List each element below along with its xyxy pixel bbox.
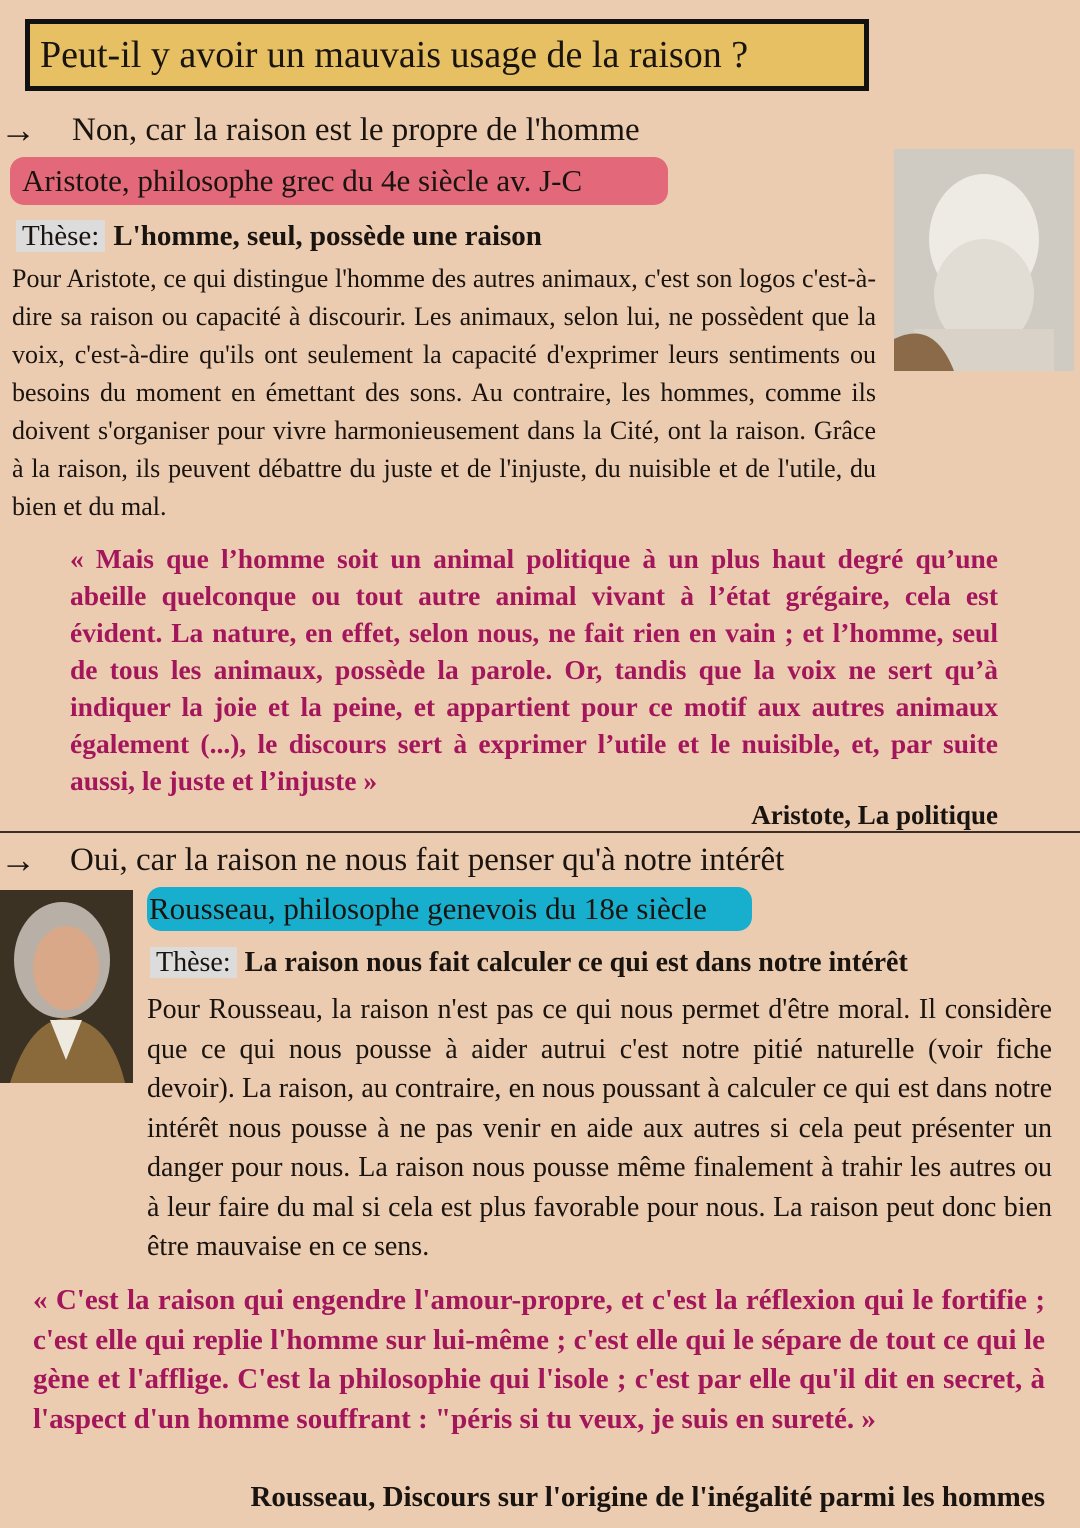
these-rousseau — [150, 943, 908, 983]
section2-heading: Oui, car la raison ne nous fait penser qu'à notre intérêt — [70, 842, 785, 878]
arrow-right-icon: → — [0, 840, 36, 880]
these-aristote — [16, 216, 542, 256]
aristote-source: Aristote, La politique — [751, 800, 998, 830]
arrow-right-icon: → — [0, 110, 36, 150]
these-label: Thèse: — [16, 220, 105, 252]
rousseau-quote: « C'est la raison qui engendre l'amour-propre, et c'est la réflexion qui le fortifie ; c'est elle qui replie l'homme sur lui-même ; c'est elle qui le sépare de tout ce qui le gène et l'afflige. C'est la philosophie qui l'isole ; c'est par elle qu'il dit en secret, à l'aspect d'un homme souffrant : "péris si tu veux, je suis en sureté. » — [33, 1284, 1045, 1435]
these-label: Thèse: — [150, 947, 237, 978]
rousseau-label: Rousseau, philosophe genevois du 18e siècle — [147, 887, 752, 931]
these-text: La raison nous fait calculer ce qui est dans notre intérêt — [244, 947, 908, 978]
these-text: L'homme, seul, possède une raison — [113, 220, 542, 252]
section-divider — [0, 831, 1080, 833]
rousseau-source: Rousseau, Discours sur l'origine de l'inégalité parmi les hommes — [250, 1481, 1045, 1513]
section1-heading: Non, car la raison est le propre de l'homme — [72, 112, 640, 148]
aristote-label: Aristote, philosophe grec du 4e siècle av. J-C — [10, 157, 668, 205]
page-title: Peut-il y avoir un mauvais usage de la raison ? — [25, 19, 869, 91]
rousseau-paragraph: Pour Rousseau, la raison n'est pas ce qui nous permet d'être moral. Il considère que ce qui nous pousse à aider autrui c'est notre pitié naturelle (voir fiche devoir). La raison, au contraire, en nous poussant à calculer ce qui est dans notre intérêt nous pousse à ne pas venir en aide aux autres si cela peut présenter un danger pour nous. La raison nous pousse même finalement à trahir les autres ou à leur faire du mal si cela est plus favorable pour nous. La raison peut donc bien être mauvaise en ce sens. — [147, 994, 1052, 1262]
rousseau-portrait-image — [0, 890, 133, 1083]
aristote-quote: « Mais que l’homme soit un animal politique à un plus haut degré qu’une abeille quelconque ou tout autre animal vivant à l’état grégaire, cela est évident. La nature, en effet, selon nous, ne fait rien en vain ; et l’homme, seul de tous les animaux, possède la parole. Or, tandis que la voix ne sert qu’à indiquer la joie et la peine, et appartient pour ce motif aux autres animaux également (...), le discours sert à exprimer l’utile et le nuisible, et, par suite aussi, le juste et l’injuste » — [70, 543, 998, 796]
aristote-bust-image — [894, 149, 1074, 371]
aristote-paragraph: Pour Aristote, ce qui distingue l'homme des autres animaux, c'est son logos c'est-à-dire sa raison ou capacité à discourir. Les animaux, selon lui, ne possèdent que la voix, c'est-à-dire qu'ils ont seulement la capacité d'exprimer leurs sentiments ou besoins du moment en émettant des sons. Au contraire, les hommes, comme ils doivent s'organiser pour vivre harmonieusement dans la Cité, ont la raison. Grâce à la raison, ils peuvent débattre du juste et de l'injuste, du nuisible et de l'utile, du bien et du mal. — [12, 264, 876, 521]
